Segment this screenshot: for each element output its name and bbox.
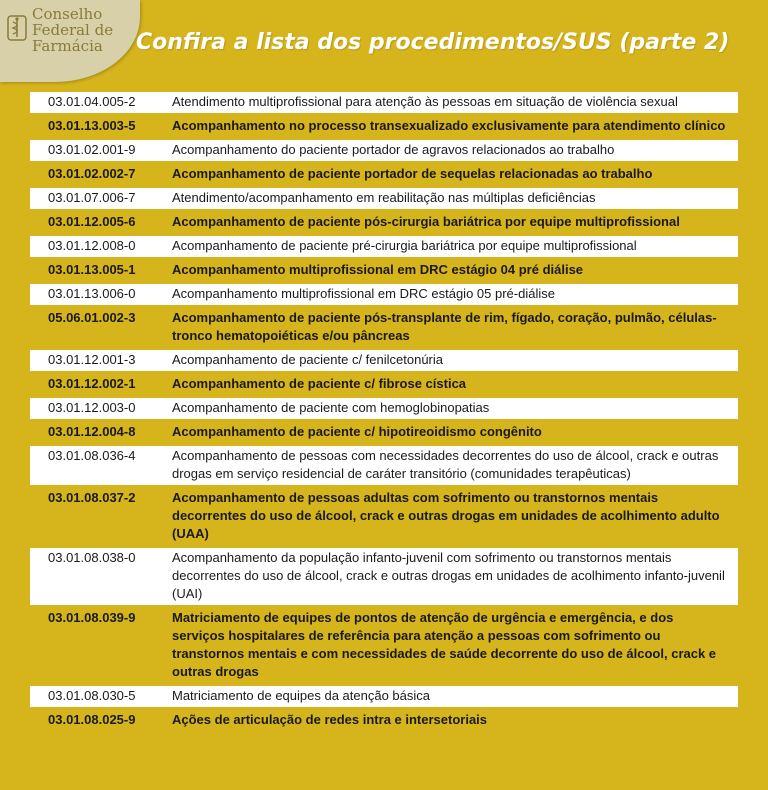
procedure-code: 03.01.02.002-7 (48, 166, 136, 181)
procedure-description: Matriciamento de equipes da atenção básica (172, 688, 430, 703)
procedure-row (30, 92, 738, 113)
procedure-description: Acompanhamento de pessoas adultas com sofrimento ou transtornos mentais decorrentes do uso de álcool, crack e outras drogas em unidades de acolhimento adulto (UAA) (172, 490, 720, 541)
procedure-row (30, 140, 738, 161)
procedure-description: Atendimento/acompanhamento em reabilitação nas múltiplas deficiências (172, 190, 596, 205)
procedure-description: Acompanhamento de paciente c/ fibrose cística (172, 376, 467, 391)
procedure-description: Acompanhamento de paciente pré-cirurgia bariátrica por equipe multiprofissional (172, 238, 637, 253)
procedure-code: 03.01.08.025-9 (48, 712, 136, 727)
procedure-row (30, 422, 738, 443)
procedure-row (30, 116, 738, 137)
procedure-code: 03.01.08.038-0 (48, 550, 136, 565)
procedure-row (30, 236, 738, 257)
procedure-description: Acompanhamento de paciente c/ hipotireoidismo congênito (172, 424, 542, 439)
procedure-row (30, 164, 738, 185)
procedure-code: 03.01.08.036-4 (48, 448, 136, 463)
procedure-row (30, 446, 738, 485)
logo-line-2: Federal de (32, 21, 114, 39)
procedure-code: 03.01.07.006-7 (48, 190, 136, 205)
procedure-code: 03.01.12.002-1 (48, 376, 136, 391)
procedure-row (30, 284, 738, 305)
procedure-code: 03.01.13.006-0 (48, 286, 136, 301)
procedure-description: Acompanhamento multiprofissional em DRC estágio 05 pré-diálise (172, 286, 555, 301)
procedure-code: 03.01.08.037-2 (48, 490, 136, 505)
procedure-description: Acompanhamento multiprofissional em DRC estágio 04 pré diálise (172, 262, 584, 277)
procedure-row (30, 260, 738, 281)
procedure-description: Acompanhamento do paciente portador de agravos relacionados ao trabalho (172, 142, 615, 157)
procedure-list (30, 92, 738, 734)
procedure-row (30, 350, 738, 371)
logo-line-3: Farmácia (32, 37, 103, 55)
procedure-row (30, 608, 738, 683)
procedure-code: 03.01.02.001-9 (48, 142, 136, 157)
procedure-description: Acompanhamento de paciente pós-cirurgia bariátrica por equipe multiprofissional (172, 214, 680, 229)
procedure-row (30, 548, 738, 605)
procedure-row (30, 188, 738, 209)
logo-text (32, 6, 113, 54)
procedure-description: Acompanhamento de paciente c/ fenilcetonúria (172, 352, 444, 367)
procedure-description: Ações de articulação de redes intra e intersetoriais (172, 712, 488, 727)
procedure-code: 05.06.01.002-3 (48, 310, 136, 325)
procedure-code: 03.01.13.003-5 (48, 118, 136, 133)
procedure-description: Matriciamento de equipes de pontos de atenção de urgência e emergência, e dos serviços hospitalares de referência para atenção a pessoas com sofrimento ou transtornos mentais e com necessidades de saúde decorrente do uso de álcool, crack e outras drogas (172, 610, 717, 679)
procedure-code: 03.01.12.004-8 (48, 424, 136, 439)
procedure-code: 03.01.13.005-1 (48, 262, 136, 277)
procedure-row (30, 710, 738, 731)
logo-line-1: Conselho (32, 5, 103, 23)
procedure-description: Acompanhamento de pessoas com necessidades decorrentes do uso de álcool, crack e outras drogas em serviço residencial de caráter transitório (comunidades terapêuticas) (172, 448, 719, 481)
procedure-row (30, 212, 738, 233)
procedure-code: 03.01.04.005-2 (48, 94, 136, 109)
procedure-row (30, 308, 738, 347)
procedure-row (30, 398, 738, 419)
procedure-description: Atendimento multiprofissional para atenção às pessoas em situação de violência sexual (172, 94, 678, 109)
procedure-code: 03.01.12.005-6 (48, 214, 136, 229)
procedure-code: 03.01.12.003-0 (48, 400, 136, 415)
cff-logo (0, 0, 140, 82)
procedure-description: Acompanhamento da população infanto-juvenil com sofrimento ou transtornos mentais decorrentes do uso de álcool, crack e outras drogas em unidades de acolhimento infanto-juvenil (UAI) (172, 550, 725, 601)
procedure-description: Acompanhamento de paciente pós-transplante de rim, fígado, coração, pulmão, células-tronco hematopoiéticas e/ou pâncreas (172, 310, 717, 343)
procedure-code: 03.01.08.039-9 (48, 610, 136, 625)
procedure-code: 03.01.08.030-5 (48, 688, 136, 703)
procedure-code: 03.01.12.001-3 (48, 352, 136, 367)
procedure-description: Acompanhamento no processo transexualizado exclusivamente para atendimento clínico (172, 118, 726, 133)
procedure-code: 03.01.12.008-0 (48, 238, 136, 253)
page-title: Confira a lista dos procedimentos/SUS (parte 2) (136, 30, 730, 55)
procedure-row (30, 374, 738, 395)
procedure-row (30, 488, 738, 545)
procedure-description: Acompanhamento de paciente portador de sequelas relacionadas ao trabalho (172, 166, 653, 181)
procedure-description: Acompanhamento de paciente com hemoglobinopatias (172, 400, 490, 415)
caduceus-emblem-icon (6, 14, 28, 42)
procedure-row (30, 686, 738, 707)
